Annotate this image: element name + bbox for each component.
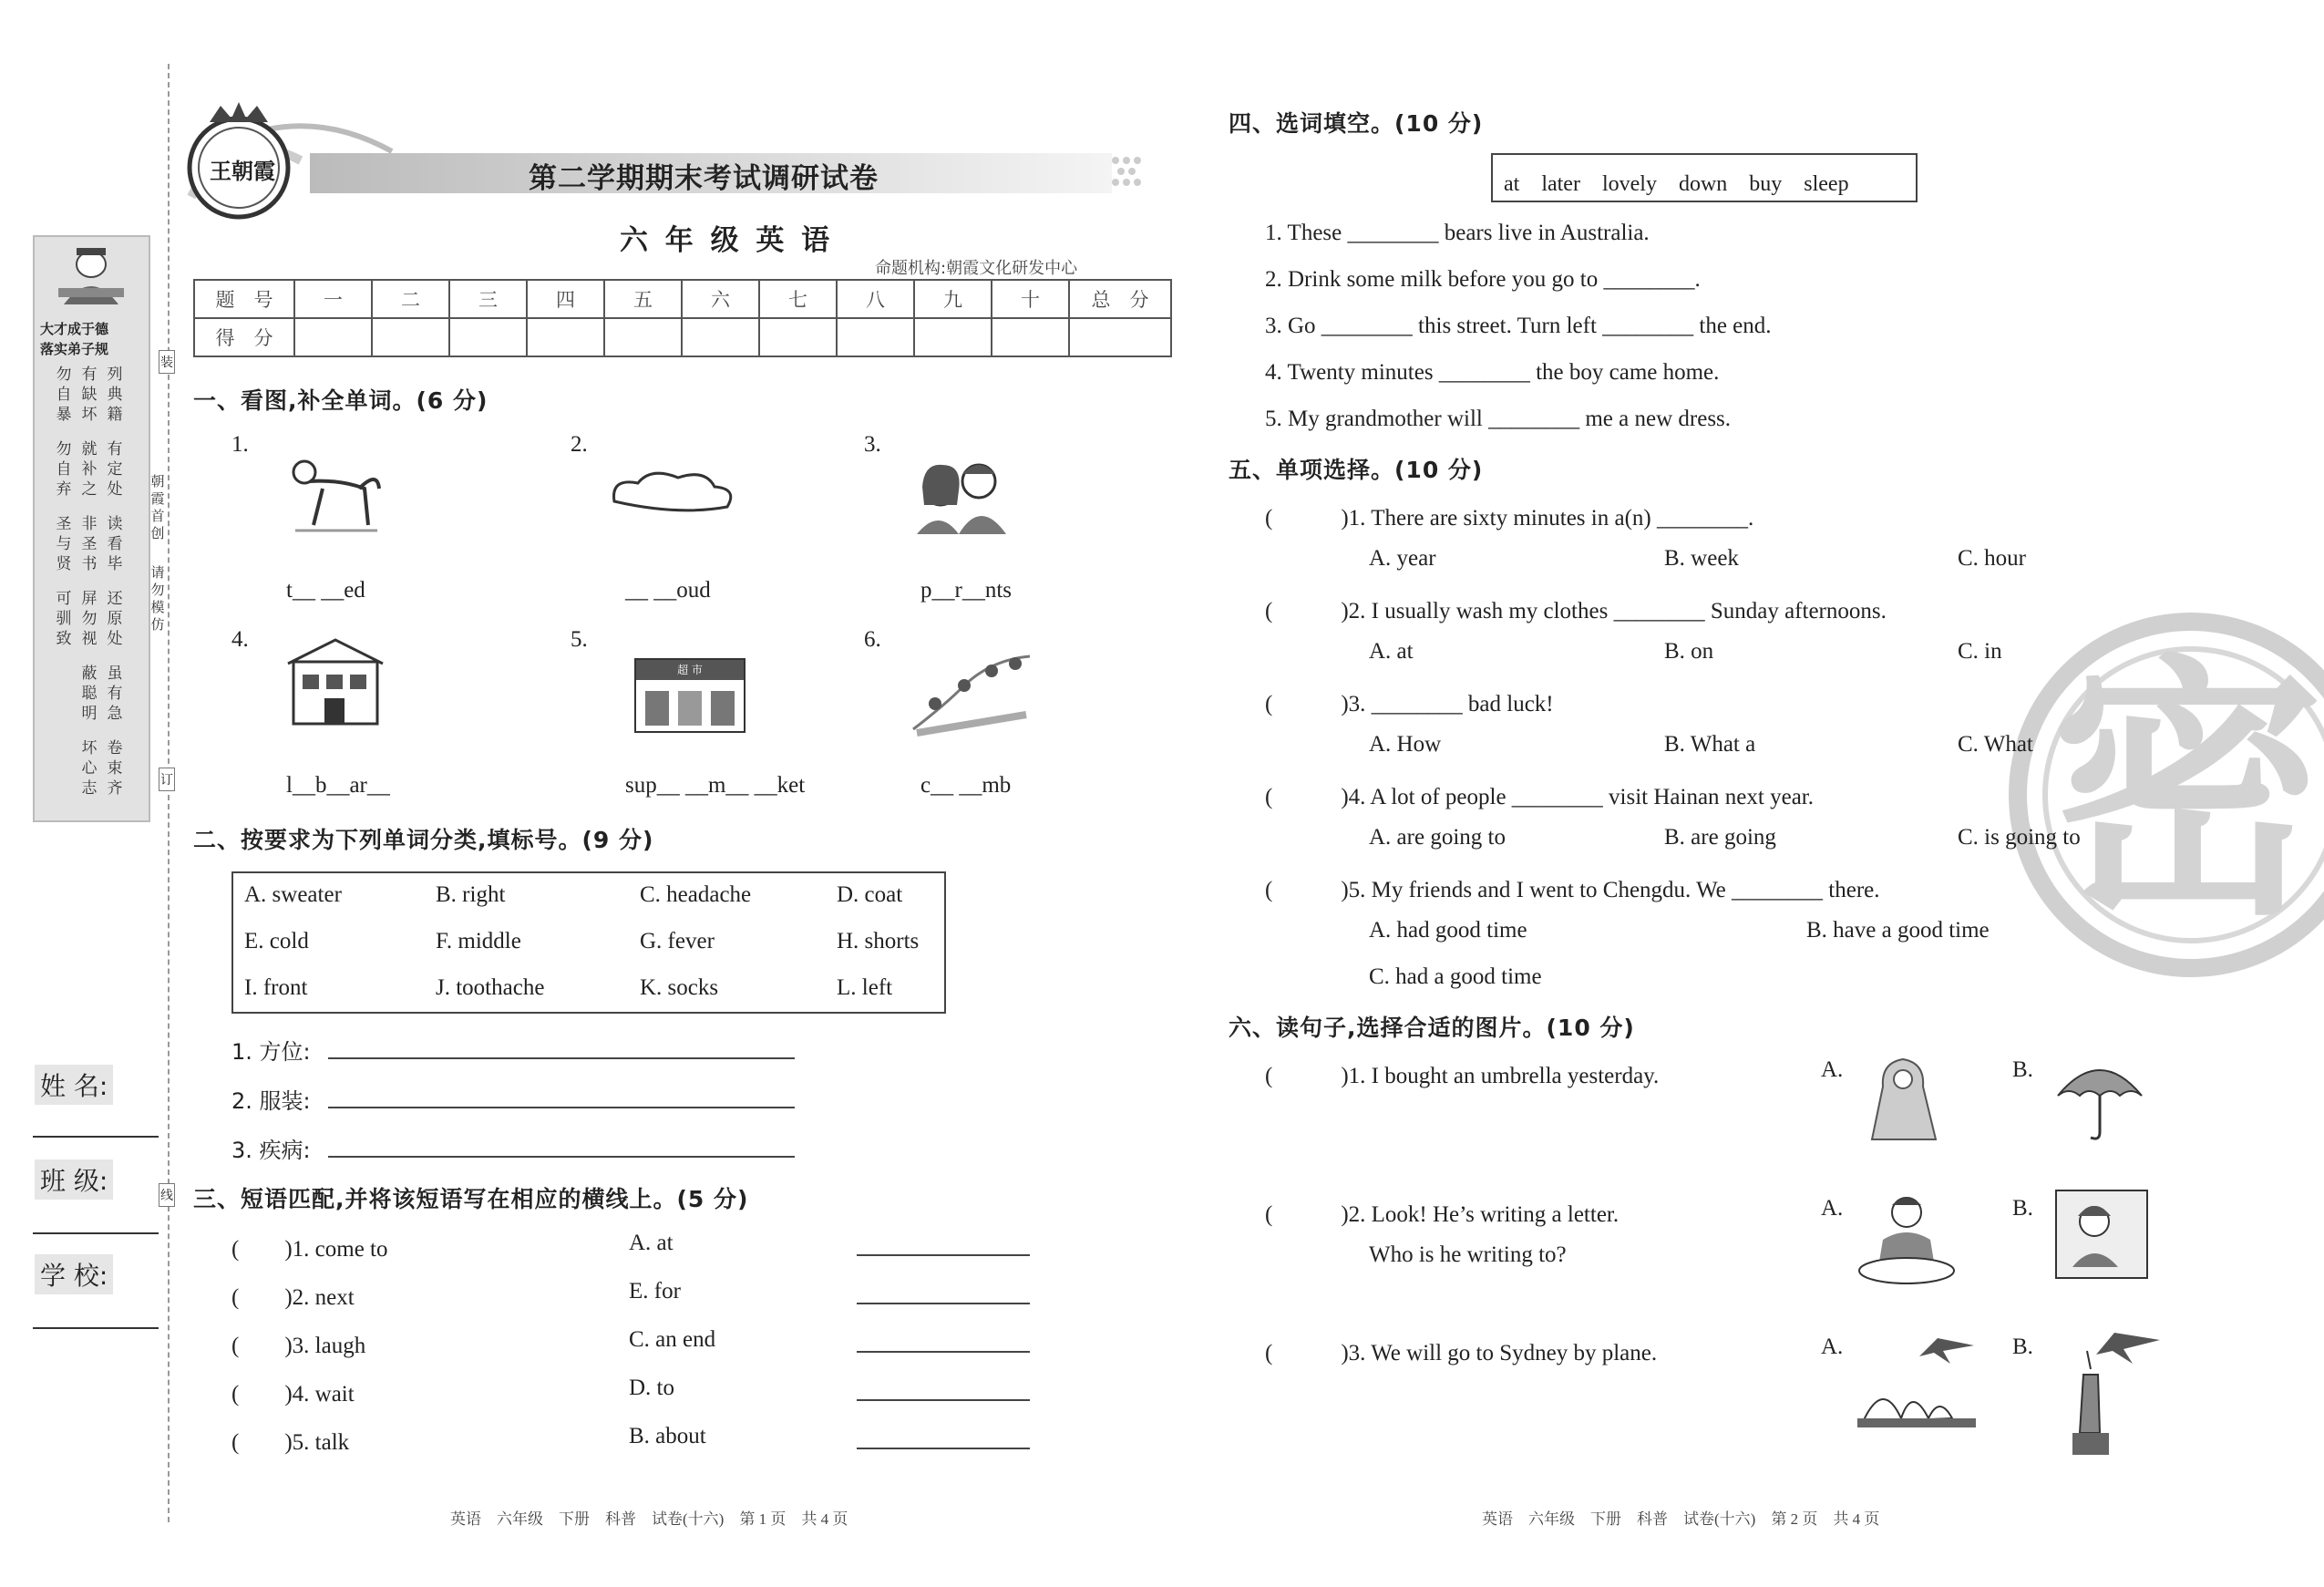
score-field[interactable] — [1069, 318, 1171, 356]
motto-column: 可驯致 — [56, 590, 72, 647]
option-a-label: A. — [1821, 1335, 1844, 1359]
motto-column: 就补之 — [81, 440, 98, 498]
phrase-right: C. an end — [629, 1327, 716, 1352]
word-option: A. sweater — [244, 882, 342, 907]
score-row — [194, 318, 1171, 356]
banner-line-2: 落实弟子规 — [40, 341, 109, 357]
motto-column: 圣与贤 — [56, 515, 72, 572]
category-label: 2. 服装: — [231, 1088, 311, 1114]
mc-option: A. How — [1369, 732, 1442, 757]
footer-right: 英语 六年级 下册 科普 试卷(十六) 第 2 页 共 4 页 — [1482, 1510, 1880, 1528]
mc-option: B. What a — [1664, 732, 1756, 757]
girl-writing-icon — [2054, 1189, 2149, 1280]
item-number: 2. — [571, 432, 588, 457]
table-cell: 一 — [294, 280, 372, 318]
subject-title: 六 年 级 英 语 — [620, 224, 834, 257]
answer-line[interactable] — [328, 1039, 795, 1059]
option-b-label: B. — [2012, 1057, 2033, 1082]
answer-line[interactable] — [328, 1088, 795, 1108]
motto-column: 屏勿视 — [81, 590, 98, 647]
table-cell: 五 — [604, 280, 682, 318]
phrase-left: ( )1. come to — [231, 1237, 388, 1262]
motto-column: 虽有急 — [107, 665, 123, 722]
table-cell: 二 — [372, 280, 449, 318]
score-field[interactable] — [682, 318, 759, 356]
picture-question: ( )3. We will go to Sydney by plane. — [1265, 1341, 1658, 1365]
school-field[interactable] — [33, 1327, 159, 1329]
word-option: E. cold — [244, 929, 309, 953]
table-cell: 三 — [449, 280, 527, 318]
score-field[interactable] — [992, 318, 1069, 356]
mc-question: ( )3. ________ bad luck! — [1265, 692, 1554, 716]
answer-line[interactable] — [857, 1333, 1030, 1353]
fill-sentence: 5. My grandmother will ________ me a new dress. — [1265, 407, 1732, 431]
tired-person-icon — [277, 452, 386, 534]
mc-question: ( )1. There are sixty minutes in a(n) ________. — [1265, 506, 1754, 531]
answer-line[interactable] — [328, 1138, 795, 1158]
mc-option: C. in — [1958, 639, 2002, 664]
item-number: 3. — [864, 432, 881, 457]
shop-sign: 超 市 — [636, 660, 744, 680]
table-cell: 十 — [992, 280, 1069, 318]
table-cell: 六 — [682, 280, 759, 318]
motto-column: 蔽聪明 — [81, 665, 98, 722]
category-label: 3. 疾病: — [231, 1138, 311, 1163]
word-option: K. socks — [640, 975, 719, 1000]
mc-question: ( )2. I usually wash my clothes ________ Sunday afternoons. — [1265, 599, 1887, 623]
option-b-label: B. — [2012, 1335, 2033, 1359]
vertical-note: 朝霞首创 — [150, 475, 165, 541]
item-number: 4. — [231, 627, 249, 652]
mc-option: A. are going to — [1369, 825, 1506, 850]
binding-mark: 装 — [159, 350, 175, 374]
score-field[interactable] — [527, 318, 604, 356]
statue-liberty-plane-icon — [2060, 1324, 2169, 1458]
mc-option: B. on — [1664, 639, 1714, 664]
word-blank: c__ __mb — [920, 773, 1012, 798]
phrase-right: A. at — [629, 1231, 674, 1255]
word-blank: p__r__nts — [920, 578, 1012, 603]
section5-heading: 五、单项选择。(10 分) — [1229, 457, 1484, 483]
mc-question: ( )5. My friends and I went to Chengdu. We ________ there. — [1265, 878, 1880, 902]
score-field[interactable] — [604, 318, 682, 356]
item-number: 1. — [231, 432, 249, 457]
cloud-icon — [605, 465, 742, 520]
fill-sentence: 1. These ________ bears live in Australia. — [1265, 221, 1650, 245]
mc-question: ( )4. A lot of people ________ visit Hainan next year. — [1265, 785, 1814, 809]
phrase-right: B. about — [629, 1424, 706, 1448]
option-a-label: A. — [1821, 1196, 1844, 1221]
answer-line[interactable] — [857, 1236, 1030, 1256]
boy-writing-icon — [1856, 1189, 1956, 1287]
word-option: I. front — [244, 975, 308, 1000]
word-option: H. shorts — [837, 929, 920, 953]
motto-column: 有定处 — [107, 440, 123, 498]
school-label: 学 校: — [35, 1254, 113, 1294]
logo-text: 王朝霞 — [210, 159, 275, 184]
mc-option: C. hour — [1958, 546, 2026, 571]
section2-heading: 二、按要求为下列单词分类,填标号。(9 分) — [193, 827, 654, 853]
mc-option: C. had a good time — [1369, 964, 1542, 989]
mc-option: A. had good time — [1369, 918, 1527, 943]
mc-option: B. have a good time — [1806, 918, 1990, 943]
climb-icon — [908, 651, 1035, 735]
table-cell: 得 分 — [194, 318, 294, 356]
section3-heading: 三、短语匹配,并将该短语写在相应的横线上。(5 分) — [193, 1186, 749, 1212]
dots-ornament-icon — [1110, 155, 1147, 191]
raincoat-icon — [1863, 1054, 1945, 1145]
word-option: G. fever — [640, 929, 715, 953]
umbrella-icon — [2054, 1054, 2145, 1145]
binding-mark: 线 — [159, 1183, 175, 1207]
motto-column: 非圣书 — [81, 515, 98, 572]
class-field[interactable] — [33, 1232, 159, 1234]
score-table — [193, 279, 1172, 357]
motto-column: 还原处 — [107, 590, 123, 647]
word-bank-box — [1491, 153, 1918, 202]
phrase-right: D. to — [629, 1376, 674, 1400]
word-blank: l__b__ar__ — [286, 773, 390, 798]
picture-question: Who is he writing to? — [1369, 1242, 1567, 1267]
score-field[interactable] — [449, 318, 527, 356]
motto-panel — [33, 235, 150, 822]
motto-column: 卷束齐 — [107, 739, 123, 797]
motto-column: 读看毕 — [107, 515, 123, 572]
score-header-row — [194, 280, 1171, 318]
score-field[interactable] — [759, 318, 837, 356]
mc-option: C. What — [1958, 732, 2033, 757]
score-field[interactable] — [837, 318, 914, 356]
word-option: C. headache — [640, 882, 752, 907]
word-option: L. left — [837, 975, 893, 1000]
score-field[interactable] — [372, 318, 449, 356]
exam-title: 第二学期期末考试调研试卷 — [529, 162, 879, 195]
binding-mark: 订 — [159, 768, 175, 791]
motto-column: 坏心志 — [81, 739, 98, 797]
item-number: 5. — [571, 627, 588, 652]
word-blank: t__ __ed — [286, 578, 365, 603]
table-cell: 总 分 — [1069, 280, 1171, 318]
phrase-left: ( )3. laugh — [231, 1334, 366, 1358]
item-number: 6. — [864, 627, 881, 652]
picture-question: ( )1. I bought an umbrella yesterday. — [1265, 1064, 1660, 1088]
word-blank: sup__ __m__ __ket — [625, 773, 806, 798]
class-label: 班 级: — [35, 1159, 113, 1200]
name-label: 姓 名: — [35, 1065, 113, 1105]
binding-line — [168, 64, 170, 1522]
table-cell: 四 — [527, 280, 604, 318]
scholar-icon — [55, 241, 128, 314]
fill-sentence: 4. Twenty minutes ________ the boy came home. — [1265, 360, 1720, 385]
word-blank: __ __oud — [625, 578, 711, 603]
section1-heading: 一、看图,补全单词。(6 分) — [193, 387, 488, 414]
section4-heading: 四、选词填空。(10 分) — [1229, 110, 1484, 137]
picture-question: ( )2. Look! He’s writing a letter. — [1265, 1202, 1620, 1227]
supermarket-icon — [634, 658, 746, 733]
mc-option: B. week — [1664, 546, 1739, 571]
word-option: J. toothache — [436, 975, 545, 1000]
motto-column: 勿自暴 — [56, 366, 72, 423]
vertical-note: 请勿模仿 — [150, 566, 165, 633]
category-label: 1. 方位: — [231, 1039, 311, 1065]
option-b-label: B. — [2012, 1196, 2033, 1221]
phrase-right: E. for — [629, 1279, 681, 1304]
parents-icon — [911, 450, 1012, 534]
answer-line[interactable] — [857, 1429, 1030, 1449]
answer-line[interactable] — [857, 1381, 1030, 1401]
table-cell: 七 — [759, 280, 837, 318]
motto-column: 勿自弃 — [56, 440, 72, 498]
word-option: D. coat — [837, 882, 903, 907]
fill-sentence: 3. Go ________ this street. Turn left ________ the end. — [1265, 314, 1772, 338]
table-cell: 九 — [914, 280, 992, 318]
phrase-left: ( )5. talk — [231, 1430, 350, 1455]
mc-option: A. at — [1369, 639, 1414, 664]
answer-line[interactable] — [857, 1284, 1030, 1304]
score-field[interactable] — [914, 318, 992, 356]
mc-option: C. is going to — [1958, 825, 2081, 850]
phrase-left: ( )4. wait — [231, 1382, 355, 1407]
word-option: F. middle — [436, 929, 521, 953]
footer-left: 英语 六年级 下册 科普 试卷(十六) 第 1 页 共 4 页 — [450, 1510, 848, 1528]
motto-column: 列典籍 — [107, 366, 123, 423]
option-a-label: A. — [1821, 1057, 1844, 1082]
mc-option: A. year — [1369, 546, 1436, 571]
mc-option: B. are going — [1664, 825, 1776, 850]
author-line: 命题机构:朝霞文化研发中心 — [875, 259, 1078, 278]
watermark-text: 密 — [2051, 634, 2324, 952]
section6-heading: 六、读句子,选择合适的图片。(10 分) — [1229, 1015, 1635, 1041]
name-field[interactable] — [33, 1136, 159, 1138]
word-bank: at later lovely down buy sleep — [1504, 172, 1849, 196]
fill-sentence: 2. Drink some milk before you go to ________. — [1265, 267, 1701, 292]
phrase-left: ( )2. next — [231, 1285, 355, 1310]
word-option: B. right — [436, 882, 506, 907]
motto-column: 有缺坏 — [81, 366, 98, 423]
table-cell: 题 号 — [194, 280, 294, 318]
score-field[interactable] — [294, 318, 372, 356]
table-cell: 八 — [837, 280, 914, 318]
word-list-box — [231, 871, 946, 1014]
banner-line-1: 大才成于德 — [40, 321, 109, 337]
sydney-opera-plane-icon — [1856, 1324, 1983, 1433]
library-icon — [288, 634, 383, 729]
